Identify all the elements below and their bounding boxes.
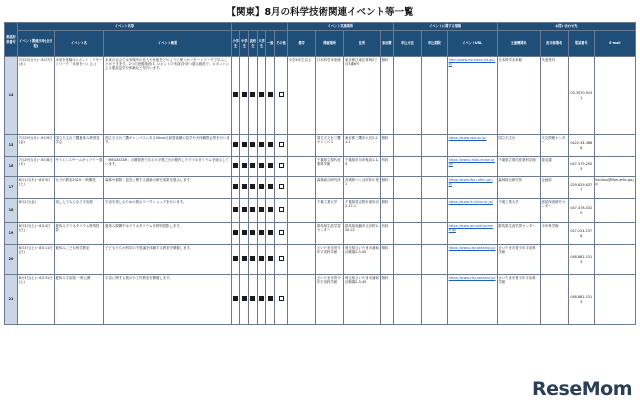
checkbox-icon <box>242 184 247 189</box>
cell-url <box>447 157 497 177</box>
cell-dept <box>540 275 568 325</box>
target-checkbox[interactable] <box>257 223 266 245</box>
event-link[interactable]: https://www.gsl.pref.gunma.jp/ <box>448 223 494 232</box>
cell-method <box>393 245 421 275</box>
target-checkbox[interactable] <box>231 57 240 135</box>
cell-fee: 無料 <box>380 199 393 223</box>
row-number: 18 <box>5 199 18 223</box>
cell-venue: 日本科学未来館 <box>316 57 344 135</box>
cell-dept: 天文情報センター <box>540 135 568 157</box>
row-number: 14 <box>5 57 18 135</box>
cell-email <box>594 157 635 177</box>
table-row <box>5 223 636 245</box>
header-venue: 開催場所 <box>316 31 344 57</box>
checkbox-icon <box>268 163 273 168</box>
cell-tel: 047-379-2005 <box>568 157 594 177</box>
checkbox-icon <box>250 163 255 168</box>
cell-venue: 群馬県生涯学習センター <box>316 223 344 245</box>
cell-date: 8月3日(土)〜8月4日(日) <box>17 223 54 245</box>
header-group-target <box>231 23 287 31</box>
header-url: イベントURL <box>447 31 497 57</box>
checkbox-icon <box>250 207 255 212</box>
cell-venue: さいたま市青少年宇宙科学館 <box>316 275 344 325</box>
checkbox-icon <box>242 296 247 301</box>
event-link[interactable]: https://www.city.saitama.jp/ <box>448 275 496 280</box>
target-checkbox[interactable] <box>231 199 240 223</box>
checkbox-icon <box>259 256 264 261</box>
cell-url <box>447 177 497 199</box>
event-table <box>4 22 636 325</box>
cell-address: 埼玉県さいたま市浦和区駒場2-3-45 <box>344 275 381 325</box>
event-link[interactable]: https://www.it-chiba.ac.jp/ <box>448 199 493 204</box>
cell-target-note <box>287 135 315 157</box>
cell-org: 千葉県立現代産業科学館 <box>497 157 540 177</box>
event-link[interactable]: https://www.chiba-muse.or.jp/ <box>448 157 495 166</box>
header-date: イベント開催日時(全日程) <box>17 31 54 57</box>
target-checkbox[interactable] <box>240 177 249 199</box>
cell-date: 7月29日(月)〜8月9日(金) <box>17 135 54 157</box>
cell-url <box>447 245 497 275</box>
cell-name: 国立天文台三鷹夏休み特別見学会 <box>54 135 104 157</box>
table-row <box>5 275 636 325</box>
cell-date: 7月23日(火)〜8月7日(水) <box>17 57 54 135</box>
checkbox-icon <box>242 207 247 212</box>
target-checkbox[interactable] <box>240 57 249 135</box>
cell-method <box>393 223 421 245</box>
cell-target-note <box>287 177 315 199</box>
cell-method <box>393 199 421 223</box>
target-checkbox[interactable] <box>266 223 275 245</box>
header-c2: 中学生 <box>240 31 249 57</box>
header-email: E-mail <box>594 31 635 57</box>
cell-target-note <box>287 275 315 325</box>
cell-method <box>393 275 421 325</box>
cell-address: 茨城県つくば市松の里1 <box>344 177 381 199</box>
cell-name: 未来を体験!(ロボット・リモートワーク「未来をつくる」) <box>54 57 104 135</box>
header-c3: 高校生 <box>249 31 258 57</box>
target-checkbox[interactable] <box>275 177 288 199</box>
target-checkbox[interactable] <box>275 275 288 325</box>
checkbox-icon <box>233 142 238 147</box>
event-link[interactable]: https://www.city.saitama.jp/ <box>448 245 496 250</box>
target-checkbox[interactable] <box>266 245 275 275</box>
checkbox-icon <box>268 207 273 212</box>
table-row <box>5 135 636 157</box>
cell-fee: 無料 <box>380 57 393 135</box>
table-row <box>5 177 636 199</box>
cell-summary: 森林や植物・昆虫に関する最新の研究成果を展示します。 <box>104 177 231 199</box>
row-number: 16 <box>5 157 18 177</box>
header-name: イベント名 <box>54 31 104 57</box>
header-no: 都道府県番号 <box>5 23 18 57</box>
target-checkbox[interactable] <box>266 275 275 325</box>
table-row <box>5 57 636 135</box>
checkbox-icon <box>259 142 264 147</box>
checkbox-icon <box>233 256 238 261</box>
event-link[interactable]: https://www.nao.ac.jp/ <box>448 135 487 140</box>
cell-name: 楽しんでみんなで宇宙展 <box>54 199 104 223</box>
cell-org: さいたま市青少年宇宙科学館 <box>497 275 540 325</box>
cell-email <box>594 135 635 157</box>
cell-email <box>594 223 635 245</box>
target-checkbox[interactable] <box>249 245 258 275</box>
target-checkbox[interactable] <box>275 57 288 135</box>
checkbox-icon <box>268 296 273 301</box>
target-checkbox[interactable] <box>231 223 240 245</box>
target-checkbox[interactable] <box>249 223 258 245</box>
cell-url <box>447 223 497 245</box>
checkbox-icon <box>268 256 273 261</box>
cell-address: 東京都三鷹市大沢2-21-1 <box>344 135 381 157</box>
checkbox-icon <box>279 207 284 212</box>
cell-fee: 無料 <box>380 275 393 325</box>
cell-address: 群馬県前橋市文京町2-20-22 <box>344 223 381 245</box>
header-group-venue: イベント実施場所 <box>287 23 393 31</box>
checkbox-icon <box>259 230 264 235</box>
cell-org: 森林総合研究所 <box>497 177 540 199</box>
cell-target-note: 小学4年生以上 <box>287 57 315 135</box>
checkbox-icon <box>242 163 247 168</box>
target-checkbox[interactable] <box>275 157 288 177</box>
checkbox-icon <box>250 184 255 189</box>
checkbox-icon <box>279 163 284 168</box>
cell-fee: 無料 <box>380 245 393 275</box>
cell-email <box>594 199 635 223</box>
cell-tel: 03-3570-9151 <box>568 57 594 135</box>
cell-deadline <box>421 223 447 245</box>
cell-deadline <box>421 177 447 199</box>
cell-dept <box>540 245 568 275</box>
cell-deadline <box>421 199 447 223</box>
cell-summary: 国立天文台三鷹キャンパスにある50cm反射望遠鏡の見学や天体観察会等を行います。 <box>104 135 231 157</box>
cell-summary: 未来の社会では実施中の仕入や仕組をどのように使うかリモートワークで学ぶことができます。2つの遊覧施設(1. ロボットの実演)を持つ展示施設で、ロボットによる製品見学や体験などを行います。 <box>104 57 231 135</box>
cell-target-note <box>287 199 315 223</box>
cell-org: 群馬県生涯学習センター <box>497 223 540 245</box>
page-title: 【関東】8月の科学技術関連イベント等一覧 <box>226 7 414 18</box>
cell-venue: さいたま市青少年宇宙科学館 <box>316 245 344 275</box>
table-row <box>5 199 636 223</box>
checkbox-icon <box>279 184 284 189</box>
header-method: 申込方法 <box>393 31 421 57</box>
cell-fee: 有料 <box>380 157 393 177</box>
cell-dept: 少年科学館 <box>540 223 568 245</box>
cell-deadline <box>421 135 447 157</box>
target-checkbox[interactable] <box>240 157 249 177</box>
cell-url <box>447 199 497 223</box>
cell-summary: 宇宙を楽しむための展示ワークショップを行います。 <box>104 199 231 223</box>
header-c6: その他 <box>275 31 288 57</box>
cell-email <box>594 57 635 135</box>
cell-deadline <box>421 275 447 325</box>
checkbox-icon <box>242 256 247 261</box>
target-checkbox[interactable] <box>266 57 275 135</box>
cell-date: 8月3日(土)〜8月31日(土) <box>17 275 54 325</box>
target-checkbox[interactable] <box>275 223 288 245</box>
target-checkbox[interactable] <box>266 135 275 157</box>
cell-tel: 048-881-1515 <box>568 275 594 325</box>
target-checkbox[interactable] <box>240 223 249 245</box>
cell-org: さいたま市青少年宇宙科学館 <box>497 245 540 275</box>
header-group-contact: お問い合わせ先 <box>497 23 635 31</box>
cell-address: 千葉県習志野市津田沼2-17-1 <box>344 199 381 223</box>
row-number: 20 <box>5 245 18 275</box>
cell-dept: 代表受付 <box>540 57 568 135</box>
table-row <box>5 157 636 177</box>
target-checkbox[interactable] <box>249 57 258 135</box>
cell-address: 埼玉県さいたま市浦和区駒場2-3-45 <box>344 245 381 275</box>
target-checkbox[interactable] <box>266 177 275 199</box>
target-checkbox[interactable] <box>231 157 240 177</box>
row-number: 15 <box>5 135 18 157</box>
cell-email <box>594 275 635 325</box>
checkbox-icon <box>259 207 264 212</box>
checkbox-icon <box>233 184 238 189</box>
cell-tel: 0422-34-3688 <box>568 135 594 157</box>
cell-venue: 千葉県立現代産業科学館 <box>316 157 344 177</box>
header-c4: 大学生 <box>257 31 266 57</box>
target-checkbox[interactable] <box>275 199 288 223</box>
checkbox-icon <box>242 230 247 235</box>
cell-tel: 047-478-0320 <box>568 199 594 223</box>
cell-name: もりの教室2019 一般開放 <box>54 177 104 199</box>
cell-name: サイエンスチームギャラリー展 <box>54 157 104 177</box>
event-link[interactable]: https://www.ffpri.affrc.go.jp/ <box>448 177 493 186</box>
checkbox-icon <box>268 184 273 189</box>
cell-target-note <box>287 245 315 275</box>
header-c1: 小学生 <box>231 31 240 57</box>
checkbox-icon <box>233 230 238 235</box>
target-checkbox[interactable] <box>231 135 240 157</box>
cell-summary: 夏休み期間中はプラネタリウムを特別投影します。 <box>104 223 231 245</box>
target-checkbox[interactable] <box>257 135 266 157</box>
row-number: 17 <box>5 177 18 199</box>
cell-url <box>447 275 497 325</box>
checkbox-icon <box>268 230 273 235</box>
checkbox-icon <box>259 184 264 189</box>
checkbox-icon <box>250 256 255 261</box>
cell-venue: 国立天文台三鷹キャンパス <box>316 135 344 157</box>
cell-summary: 宇宙に関する展示や工作教室を開催します。 <box>104 275 231 325</box>
row-number: 21 <box>5 275 18 325</box>
target-checkbox[interactable] <box>257 275 266 325</box>
target-checkbox[interactable] <box>257 245 266 275</box>
cell-address: 東京都江東区青海2丁目3番6号 <box>344 57 381 135</box>
checkbox-icon <box>259 296 264 301</box>
cell-method <box>393 135 421 157</box>
target-checkbox[interactable] <box>257 177 266 199</box>
target-checkbox[interactable] <box>275 245 288 275</box>
cell-date: 8月1日(木)〜8月3日(土) <box>17 177 54 199</box>
row-number: 19 <box>5 223 18 245</box>
checkbox-icon <box>250 296 255 301</box>
cell-method <box>393 157 421 177</box>
cell-summary: 子どもたちが科学の不思議を体験する教室を開催します。 <box>104 245 231 275</box>
header-address: 住所 <box>344 31 381 57</box>
target-checkbox[interactable] <box>249 275 258 325</box>
cell-url <box>447 57 497 135</box>
cell-venue: 千葉工業大学 <box>316 199 344 223</box>
header-org: 主催機関名 <box>497 31 540 57</box>
header-c5: 一般 <box>266 31 275 57</box>
target-checkbox[interactable] <box>249 157 258 177</box>
cell-tel: 048-881-1515 <box>568 245 594 275</box>
checkbox-icon <box>279 92 284 97</box>
checkbox-icon <box>250 230 255 235</box>
cell-deadline <box>421 245 447 275</box>
cell-email: kouhou@ffpri.affrc.go.jp <box>594 177 635 199</box>
checkbox-icon <box>268 92 273 97</box>
cell-org: 日本科学未来館 <box>497 57 540 135</box>
header-dept: 担当部署名 <box>540 31 568 57</box>
cell-tel: 029-829-8377 <box>568 177 594 199</box>
cell-dept: 普及課 <box>540 157 568 177</box>
cell-date: 7月29日(月)〜8月8日(木) <box>17 157 54 177</box>
checkbox-icon <box>242 92 247 97</box>
cell-org: 国立天文台 <box>497 135 540 157</box>
target-checkbox[interactable] <box>257 199 266 223</box>
cell-org: 千葉工業大学 <box>497 199 540 223</box>
checkbox-icon <box>279 296 284 301</box>
header-deadline: 申込期限 <box>421 31 447 57</box>
target-checkbox[interactable] <box>231 275 240 325</box>
target-checkbox[interactable] <box>266 157 275 177</box>
cell-email <box>594 245 635 275</box>
cell-method <box>393 57 421 135</box>
checkbox-icon <box>250 142 255 147</box>
target-checkbox[interactable] <box>266 199 275 223</box>
cell-name: 夏休みこども科学教室 <box>54 245 104 275</box>
checkbox-icon <box>279 142 284 147</box>
header-group-event: イベント名等 <box>17 23 231 31</box>
table-row <box>5 245 636 275</box>
header-summary: イベント概要 <box>104 31 231 57</box>
checkbox-icon <box>259 163 264 168</box>
checkbox-icon <box>233 92 238 97</box>
target-checkbox[interactable] <box>231 177 240 199</box>
cell-method <box>393 177 421 199</box>
cell-address: 千葉県市川市鬼高1-1-3 <box>344 157 381 177</box>
header-fee: 参加費 <box>380 31 393 57</box>
target-checkbox[interactable] <box>249 199 258 223</box>
cell-name: 夏休み宇宙展 一般公開 <box>54 275 104 325</box>
target-checkbox[interactable] <box>249 135 258 157</box>
checkbox-icon <box>233 207 238 212</box>
checkbox-icon <box>279 230 284 235</box>
checkbox-icon <box>242 142 247 147</box>
target-checkbox[interactable] <box>249 177 258 199</box>
checkbox-icon <box>233 163 238 168</box>
header-tel: 電話番号 <box>568 31 594 57</box>
cell-url <box>447 135 497 157</box>
header-target-note: 備考 <box>287 31 315 57</box>
target-checkbox[interactable] <box>231 245 240 275</box>
cell-dept: 企画部 <box>540 177 568 199</box>
cell-dept: 惑星探査研究センター <box>540 199 568 223</box>
target-checkbox[interactable] <box>240 245 249 275</box>
target-checkbox[interactable] <box>257 157 266 177</box>
checkbox-icon <box>250 92 255 97</box>
cell-fee: 無料 <box>380 177 393 199</box>
cell-deadline <box>421 157 447 177</box>
cell-target-note <box>287 223 315 245</box>
cell-deadline <box>421 57 447 135</box>
cell-date: 8月2日(金) <box>17 199 54 223</box>
cell-target-note <box>287 157 315 177</box>
cell-summary: 「MEGASTAR」の開発者である大平貴之氏が製作したプラネタリウムを展示しています。 <box>104 157 231 177</box>
cell-fee: 無料 <box>380 135 393 157</box>
cell-name: 夏休みプラネタリウム特別投影 <box>54 223 104 245</box>
target-checkbox[interactable] <box>240 275 249 325</box>
checkbox-icon <box>259 92 264 97</box>
target-checkbox[interactable] <box>240 199 249 223</box>
event-link[interactable]: http://www.miraikan.jst.go.jp/ <box>448 57 496 66</box>
target-checkbox[interactable] <box>275 135 288 157</box>
target-checkbox[interactable] <box>257 57 266 135</box>
target-checkbox[interactable] <box>240 135 249 157</box>
cell-tel: 027-224-1578 <box>568 223 594 245</box>
header-group-apply: イベントに関する情報 <box>393 23 497 31</box>
cell-fee: 有料 <box>380 223 393 245</box>
checkbox-icon <box>233 296 238 301</box>
checkbox-icon <box>268 142 273 147</box>
cell-date: 8月3日(土)〜8月11日(日) <box>17 245 54 275</box>
resemom-logo: ReseMom <box>532 378 632 400</box>
cell-venue: 森林総合研究所 <box>316 177 344 199</box>
checkbox-icon <box>279 256 284 261</box>
